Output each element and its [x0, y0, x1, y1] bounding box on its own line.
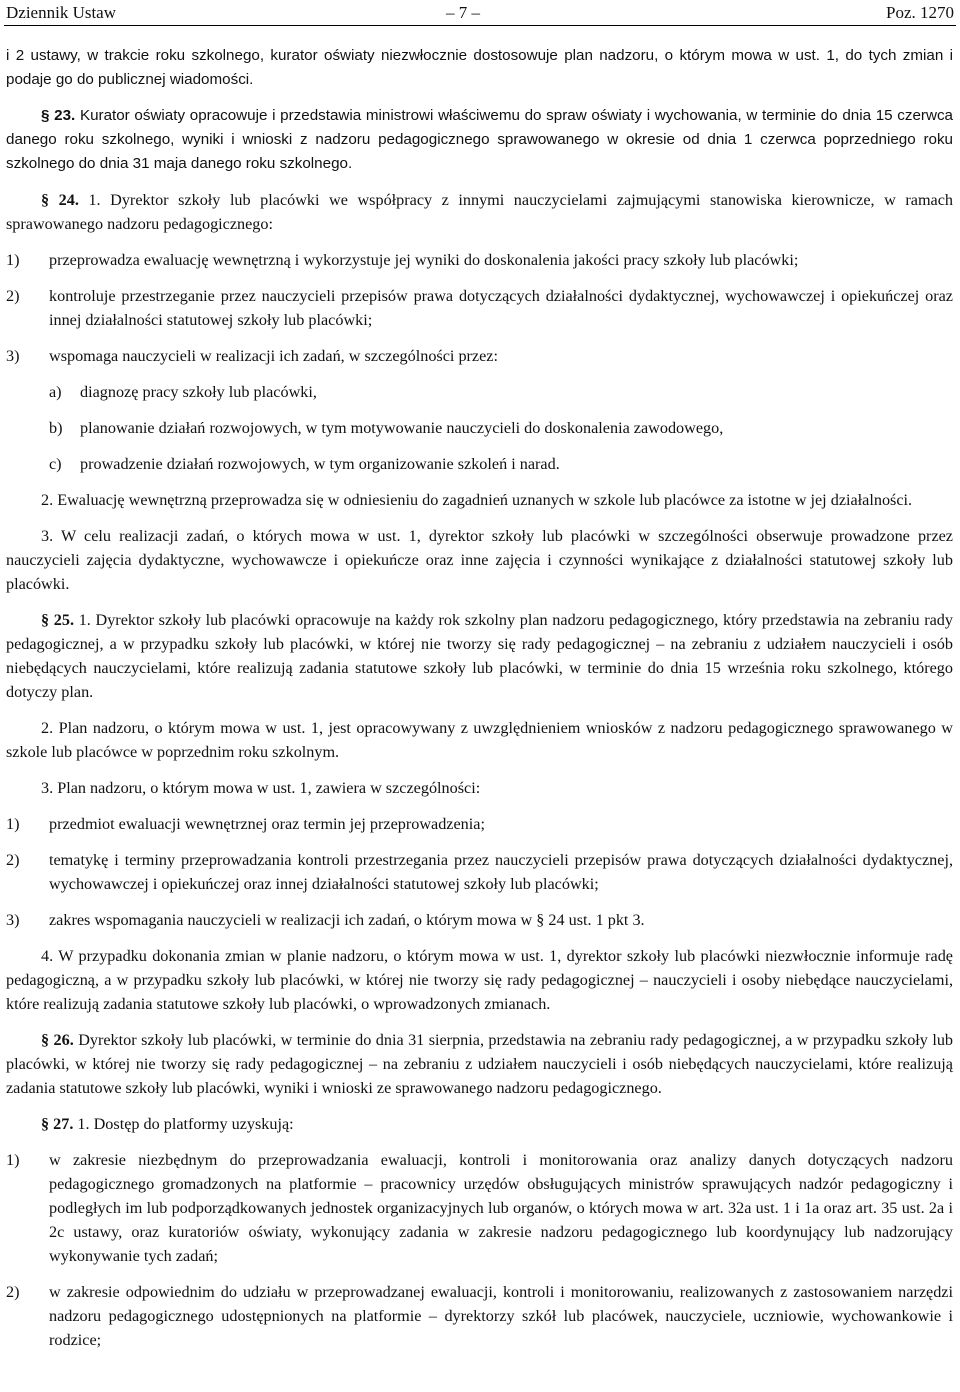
list-item-text: tematykę i terminy przeprowadzania kontroli przestrzegania przez nauczycieli przepisów prawa dotyczących działalności dydaktycznej, wychowawczej i opiekuńczej oraz innej działalności statutowej szkoły lub placówki; — [49, 851, 953, 893]
section-24-paragraph-3: 3. W celu realizacji zadań, o których mowa w ust. 1, dyrektor szkoły lub placówki w szczególności obserwuje prowadzone przez nauczycieli zajęcia dydaktyczne, wychowawcze i opiekuńcze oraz inne zajęcia i czynności wynikające z działalności statutowej szkoły lub placówki. — [6, 527, 953, 593]
section-24 — [6, 188, 953, 236]
section-25 — [6, 608, 953, 704]
section-25-paragraph-2: 2. Plan nadzoru, o którym mowa w ust. 1, jest opracowywany z uwzględnieniem wniosków z nadzoru pedagogicznego sprawowanego w szkole lub placówce w poprzednim roku szkolnym. — [6, 719, 953, 761]
list-item-text: wspomaga nauczycieli w realizacji ich zadań, w szczególności przez: — [49, 347, 498, 365]
section-24-text: 1. Dyrektor szkoły lub placówki we współpracy z innymi nauczycielami zajmującymi stanowiska kierownicze, w ramach sprawowanego nadzoru pedagogicznego: — [6, 191, 954, 233]
list-item-text: przedmiot ewaluacji wewnętrznej oraz termin jej przeprowadzenia; — [49, 815, 485, 833]
section-27 — [6, 1112, 953, 1136]
sub-list-item-text: diagnozę pracy szkoły lub placówki, — [80, 383, 317, 401]
section-23-number: § 23. — [41, 107, 76, 124]
list-item-text: kontroluje przestrzeganie przez nauczycieli przepisów prawa dotyczących działalności dydaktycznej, wychowawczej i opiekuńczej oraz innej działalności statutowej szkoły lub placówki; — [49, 287, 953, 329]
list-item — [6, 848, 953, 896]
list-item-text: zakres wspomagania nauczycieli w realizacji ich zadań, o którym mowa w § 24 ust. 1 pkt 3. — [49, 911, 645, 929]
document-body — [6, 44, 953, 1364]
list-item — [6, 344, 953, 368]
sub-list-item — [6, 416, 953, 440]
list-item-number: 2) — [6, 1283, 20, 1301]
section-25-number: § 25. — [41, 611, 75, 629]
list-item — [6, 1148, 953, 1268]
section-27-number: § 27. — [41, 1115, 74, 1133]
list-item-number: 2) — [6, 287, 20, 305]
list-item — [6, 908, 953, 932]
sub-list-item — [6, 452, 953, 476]
list-item-number: 1) — [6, 1151, 20, 1169]
section-25-paragraph-3: 3. Plan nadzoru, o którym mowa w ust. 1, zawiera w szczególności: — [41, 779, 481, 797]
position-number: Poz. 1270 — [886, 3, 954, 22]
list-item-number: 1) — [6, 815, 20, 833]
sub-list-item-letter: a) — [49, 383, 62, 401]
section-25-paragraph-4: 4. W przypadku dokonania zmian w planie nadzoru, o którym mowa w ust. 1, dyrektor szkoły lub placówki niezwłocznie informuje radę pedagogiczną, a w przypadku szkoły lub placówki, w której nie tworzy się rady pedagogicznej – nauczycieli i osoby niebędące nauczycielami, które realizują zadania statutowe szkoły lub placówki, o wprowadzonych zmianach. — [6, 947, 953, 1013]
sub-list-item-letter: c) — [49, 455, 62, 473]
list-item-number: 3) — [6, 347, 20, 365]
section-23 — [6, 104, 953, 176]
section-24-paragraph-2: 2. Ewaluację wewnętrzną przeprowadza się w odniesieniu do zagadnień uznanych w szkole lub placówce za istotne w jej działalności. — [41, 491, 913, 509]
section-25-text: 1. Dyrektor szkoły lub placówki opracowuje na każdy rok szkolny plan nadzoru pedagogicznego, który przedstawia na zebraniu rady pedagogicznej, a w przypadku szkoły lub placówki, w której nie tworzy się rady pedagogicznej – na zebraniu z udziałem nauczycieli i osób niebędących nauczycielami, które realizują zadania statutowe szkoły lub placówki, w terminie do dnia 15 września roku szkolnego, którego dotyczy plan. — [6, 611, 953, 701]
list-item-text: w zakresie odpowiednim do udziału w przeprowadzanej ewaluacji, kontroli i monitorowaniu, realizowanych z zastosowaniem narzędzi nadzoru pedagogicznego udostępnionych na platformie – dyrektorzy szkół lub placówek, nauczyciele, uczniowie, wychowankowie i rodzice; — [49, 1283, 953, 1349]
continuation-paragraph: i 2 ustawy, w trakcie roku szkolnego, kurator oświaty niezwłocznie dostosowuje plan nadzoru, o którym mowa w ust. 1, do tych zmian i podaje go do publicznej wiadomości. — [6, 47, 953, 88]
sub-list-item-text: prowadzenie działań rozwojowych, w tym organizowanie szkoleń i narad. — [80, 455, 560, 473]
section-27-text: 1. Dostęp do platformy uzyskują: — [77, 1115, 294, 1133]
page-header — [6, 0, 954, 24]
list-item-number: 3) — [6, 911, 20, 929]
list-item-text: przeprowadza ewaluację wewnętrzną i wykorzystuje jej wyniki do doskonalenia jakości pracy szkoły lub placówki; — [49, 251, 799, 269]
section-26-text: Dyrektor szkoły lub placówki, w terminie do dnia 31 sierpnia, przedstawia na zebraniu rady pedagogicznej, a w przypadku szkoły lub placówki, w której nie tworzy się rady pedagogicznej – na zebraniu z udziałem nauczycieli i osób niebędących nauczycielami, które realizują zadania statutowe szkoły lub placówki, wyniki i wnioski ze sprawowanego nadzoru pedagogicznego. — [6, 1031, 954, 1097]
list-item-number: 2) — [6, 851, 20, 869]
list-item-number: 1) — [6, 251, 20, 269]
list-item — [6, 1280, 953, 1352]
list-item — [6, 284, 953, 332]
journal-title: Dziennik Ustaw — [6, 3, 117, 22]
sub-list-item-text: planowanie działań rozwojowych, w tym motywowanie nauczycieli do doskonalenia zawodowego, — [80, 419, 724, 437]
sub-list-item-letter: b) — [49, 419, 63, 437]
list-item-text: w zakresie niezbędnym do przeprowadzania ewaluacji, kontroli i monitorowania oraz analizy danych dotyczących nadzoru pedagogicznego gromadzonych na platformie – pracownicy urzędów obsługujących ministrów sprawujących nadzór pedagogiczny i podległych im lub podporządkowanych jednostek organizacyjnych lub organów, o których mowa w art. 32a ust. 1 i 1a oraz art. 35 ust. 2a i 2c ustawy, oraz kuratoriów oświaty, wykonujący zadania w zakresie nadzoru pedagogicznego lub koordynujący lub nadzorujący wykonywanie tych zadań; — [49, 1151, 953, 1265]
section-23-text: Kurator oświaty opracowuje i przedstawia ministrowi właściwemu do spraw oświaty i wychowania, w terminie do dnia 15 czerwca danego roku szkolnego, wyniki i wnioski z nadzoru pedagogicznego sprawowanego w okresie od dnia 1 czerwca poprzedniego roku szkolnego do dnia 31 maja danego roku szkolnego. — [6, 107, 953, 172]
section-26-number: § 26. — [41, 1031, 74, 1049]
header-rule — [4, 25, 956, 26]
page-number: – 7 – — [446, 3, 480, 22]
section-26 — [6, 1028, 953, 1100]
list-item — [6, 812, 953, 836]
section-24-number: § 24. — [41, 191, 79, 209]
list-item — [6, 248, 953, 272]
sub-list-item — [6, 380, 953, 404]
